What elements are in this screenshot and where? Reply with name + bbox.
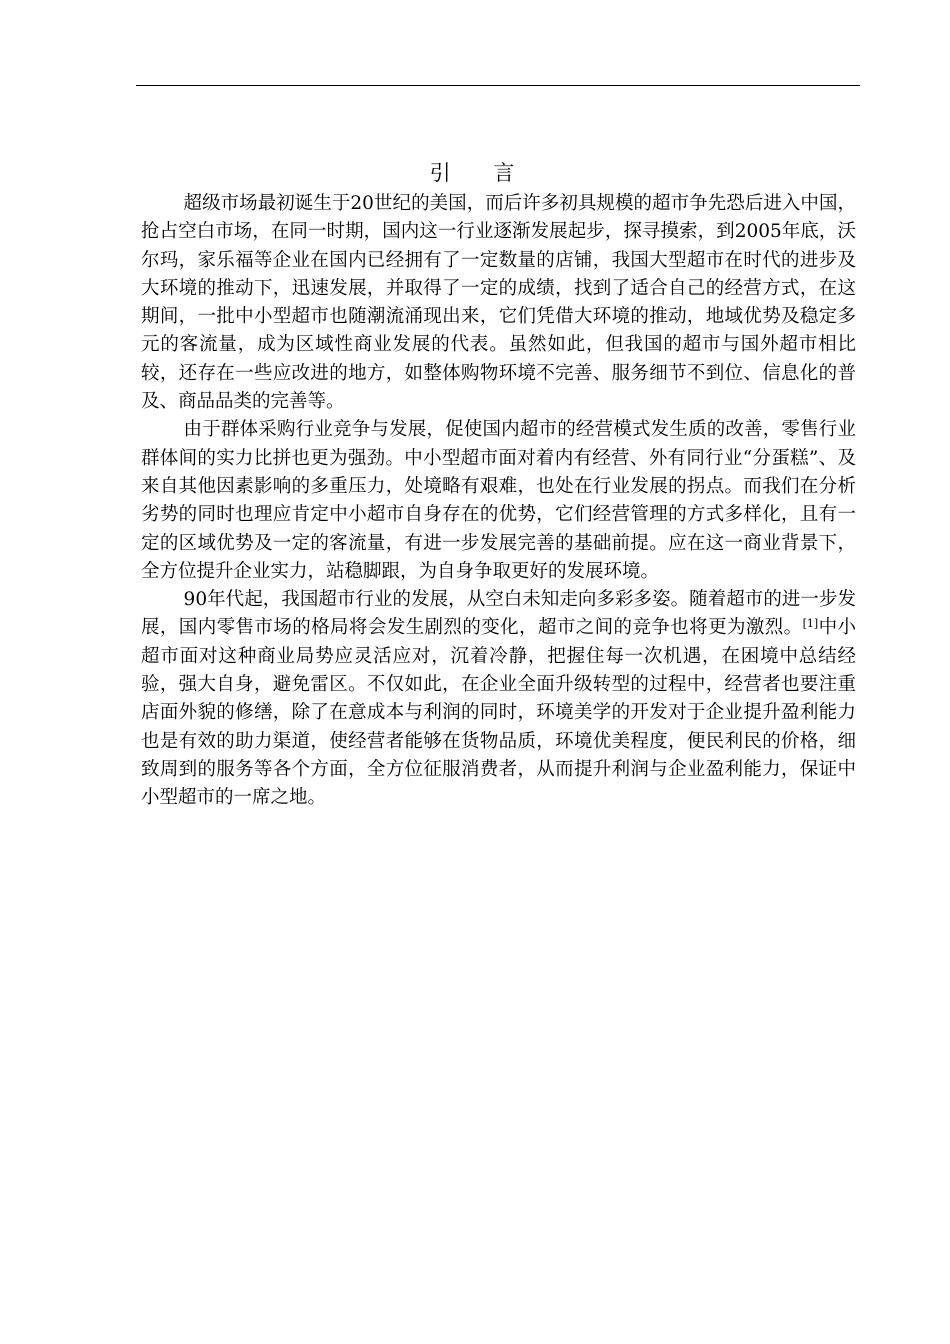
paragraph-3-part-1: 90年代起，我国超市行业的发展，从空白未知走向多彩多姿。随着超市的进一步发展，国内零售市场的格局将会发生剧烈的变化，超市之间的竞争也将更为激烈。: [141, 589, 856, 639]
citation-marker[interactable]: [1]: [802, 617, 819, 631]
body-text: [141, 190, 856, 813]
paragraph-3-part-2: 中小超市面对这种商业局势应灵活应对，沉着冷静，把握住每一次机遇，在困境中总结经验，强大自身，避免雷区。不仅如此，在企业全面升级转型的过程中，经营者也要注重店面外貌的修缮，除了在意成本与利润的同时，环境美学的开发对于企业提升盈利能力也是有效的助力渠道，使经营者能够在货物品质，环境优美程度，便民利民的价格，细致周到的服务等各个方面，全方位征服消费者，从而提升利润与企业盈利能力，保证中小型超市的一席之地。: [141, 617, 856, 809]
header-rule: [136, 85, 860, 86]
paragraph-2: 由于群体采购行业竞争与发展，促使国内超市的经营模式发生质的改善，零售行业群体间的实力比拼也更为强劲。中小型超市面对着内有经营、外有同行业“分蛋糕”、及来自其他因素影响的多重压力，处境略有艰难，也处在行业发展的拐点。而我们在分析劣势的同时也理应肯定中小超市自身存在的优势，它们经营管理的方式多样化，且有一定的区域优势及一定的客流量，有进一步发展完善的基础前提。应在这一商业背景下，全方位提升企业实力，站稳脚跟，为自身争取更好的发展环境。: [141, 419, 856, 582]
section-title: 引 言: [429, 161, 533, 185]
paragraph-1: 超级市场最初诞生于20世纪的美国，而后许多初具规模的超市争先恐后进入中国，抢占空白市场，在同一时期，国内这一行业逐渐发展起步，探寻摸索，到2005年底，沃尔玛，家乐福等企业在国内已经拥有了一定数量的店铺，我国大型超市在时代的进步及大环境的推动下，迅速发展，并取得了一定的成绩，找到了适合自己的经营方式，在这期间，一批中小型超市也随潮流涌现出来，它们凭借大环境的推动，地域优势及稳定多元的客流量，成为区域性商业发展的代表。虽然如此，但我国的超市与国外超市相比较，还存在一些应改进的地方，如整体购物环境不完善、服务细节不到位、信息化的普及、商品品类的完善等。: [141, 193, 856, 413]
paragraph-3: [141, 586, 856, 812]
